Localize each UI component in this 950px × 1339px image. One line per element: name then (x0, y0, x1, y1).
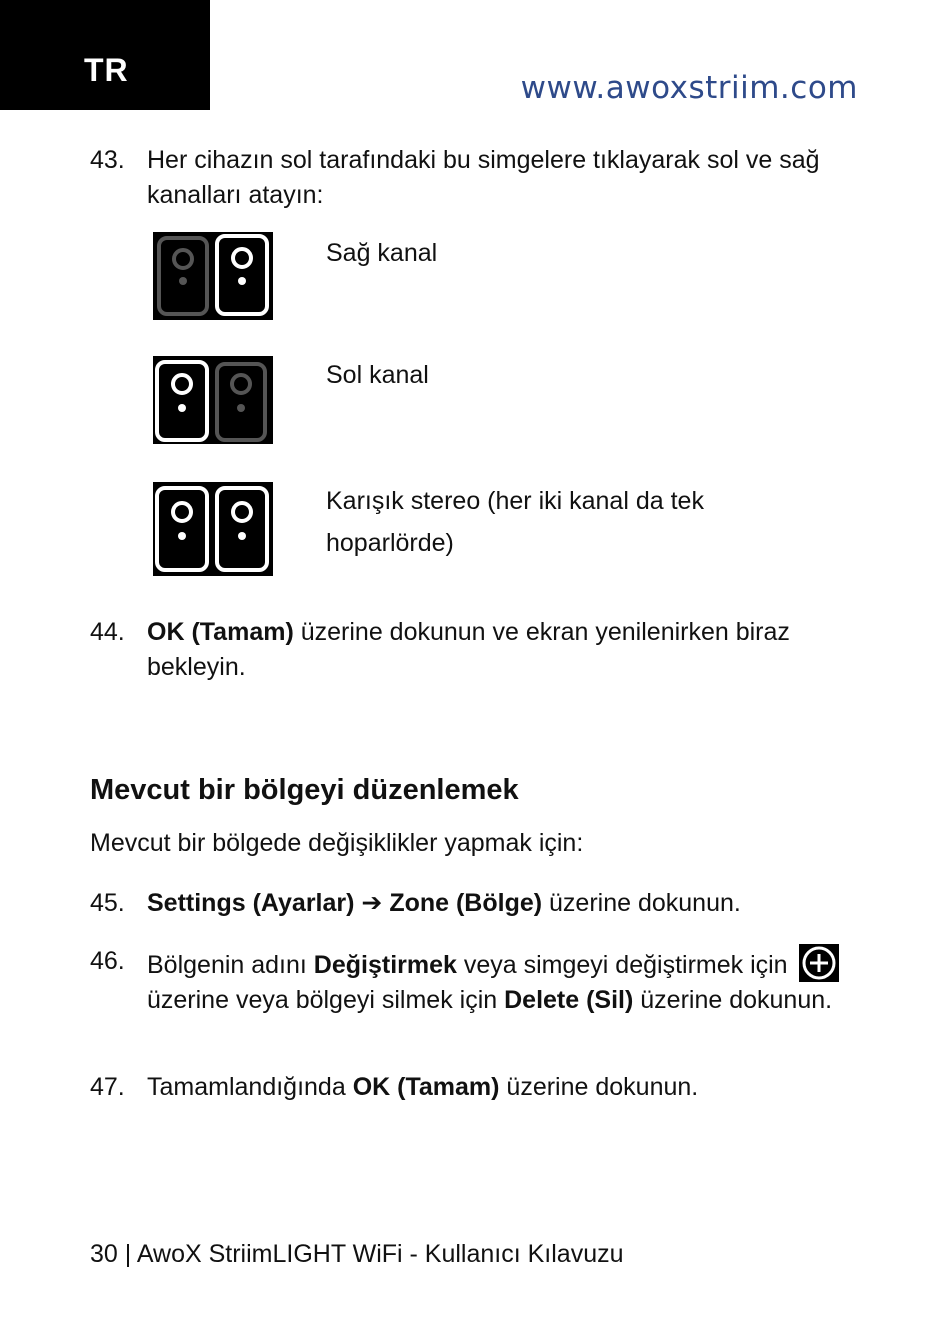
step-text-part: üzerine dokunun. (633, 986, 833, 1014)
step-rest: üzerine dokunun ve ekran yenilenirken biraz bekleyin. (147, 618, 790, 681)
stereo-channel-icon[interactable] (153, 482, 273, 576)
left-channel-icon[interactable] (153, 356, 273, 444)
step-number: 45. (90, 889, 125, 917)
step-text-part: Bölgenin adını (147, 951, 314, 979)
step-text (147, 615, 870, 685)
change-label: Değiştirmek (313, 951, 457, 979)
ok-label: OK (Tamam) (147, 618, 294, 646)
step-47 (90, 1070, 870, 1105)
channel-label: Karışık stereo (her iki kanal da tek hoparlörde) (326, 487, 704, 557)
section-title: Mevcut bir bölgeyi düzenlemek (90, 774, 519, 806)
step-text: Her cihazın sol tarafındaki bu simgelere tıklayarak sol ve sağ kanalları atayın: (147, 146, 820, 209)
website-url[interactable]: www.awoxstriim.com (520, 70, 858, 106)
language-code: TR (84, 52, 129, 88)
plus-circle-icon[interactable] (799, 944, 839, 982)
step-number: 46. (90, 947, 125, 975)
step-text-part: üzerine dokunun. (499, 1073, 699, 1101)
language-badge (0, 0, 210, 110)
delete-label: Delete (Sil) (504, 986, 634, 1014)
step-text (147, 886, 870, 921)
step-46 (90, 944, 870, 1018)
arrow-icon: ➔ (354, 889, 390, 917)
step-number: 43. (90, 146, 125, 174)
settings-label: Settings (Ayarlar) (147, 889, 355, 917)
channel-label: Sağ kanal (326, 239, 438, 267)
channel-label: Sol kanal (326, 361, 429, 389)
step-43 (90, 143, 870, 213)
ok-label: OK (Tamam) (352, 1073, 500, 1101)
step-number: 47. (90, 1073, 125, 1101)
step-44 (90, 615, 870, 685)
step-text-part: üzerine veya bölgeyi silmek için (147, 986, 505, 1014)
page-footer: 30 | AwoX StriimLIGHT WiFi - Kullanıcı Kılavuzu (90, 1240, 624, 1268)
step-text-part: Tamamlandığında (147, 1073, 353, 1101)
zone-label: Zone (Bölge) (389, 889, 543, 917)
step-number: 44. (90, 618, 125, 646)
right-channel-icon[interactable] (153, 232, 273, 320)
step-rest: üzerine dokunun. (542, 889, 741, 917)
section-intro: Mevcut bir bölgede değişiklikler yapmak için: (90, 829, 584, 857)
step-text (147, 944, 870, 1018)
step-text (147, 1070, 870, 1105)
step-45 (90, 886, 870, 921)
step-text-part: veya simgeyi değiştirmek için (456, 951, 795, 979)
